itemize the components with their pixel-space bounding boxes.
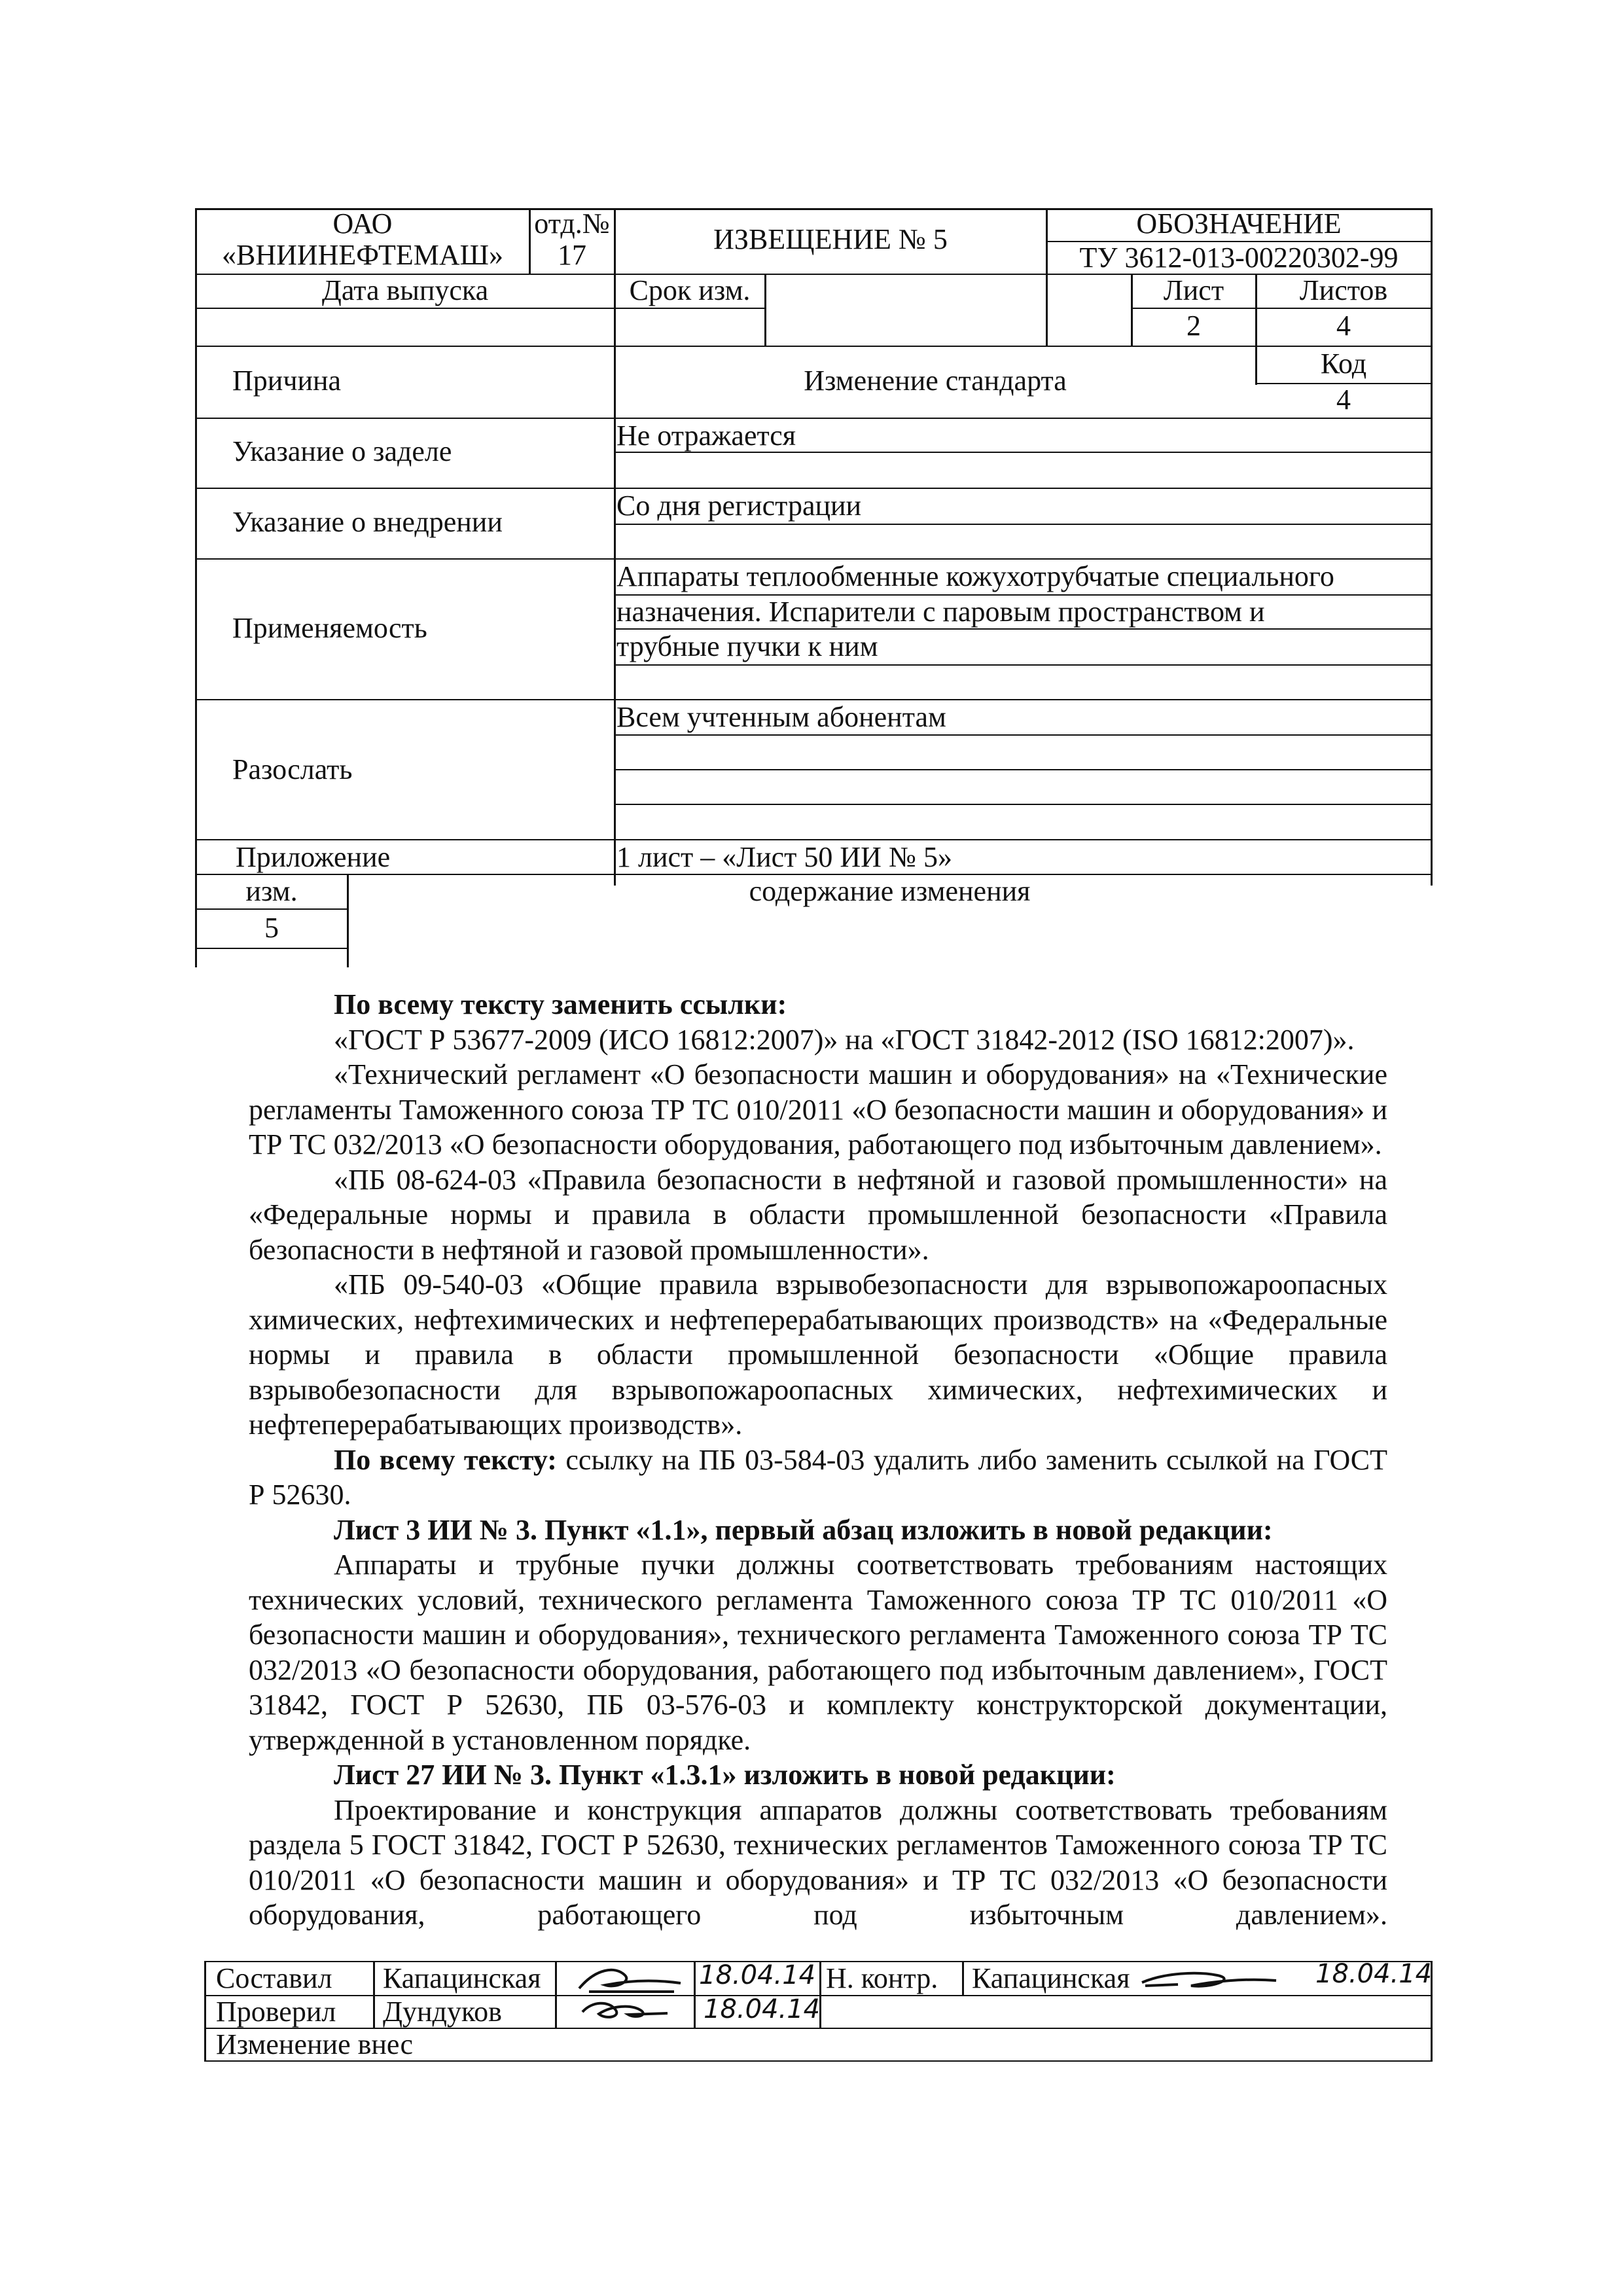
paragraph-pb-08-624: «ПБ 08-624-03 «Правила безопасности в нефтяной и газовой промышленности» на «Федеральные нормы и правила в области промышленной безопасности «Правила безопасности в нефтяной и газовой промышленности». (249, 1163, 1387, 1266)
change-content (249, 987, 1387, 1933)
change-number-label: изм. (245, 875, 298, 907)
paragraph-pb-03-584-bold: По всему тексту: (334, 1443, 557, 1476)
change-number-value: 5 (264, 912, 279, 944)
reason-value: Изменение стандарта (804, 365, 1067, 397)
notice-title: ИЗВЕЩЕНИЕ № 5 (713, 223, 948, 255)
heading-sheet-3: Лист 3 ИИ № 3. Пункт «1.1», первый абзац изложить в новой редакции: (334, 1513, 1273, 1546)
reason-label: Причина (232, 365, 342, 397)
code-label: Код (1320, 348, 1367, 380)
send-to-value: Всем учтенным абонентам (616, 701, 946, 733)
applicability-line2: назначения. Испарители с паровым пространством и (616, 596, 1265, 628)
backlog-value: Не отражается (616, 420, 796, 452)
code-value: 4 (1336, 384, 1351, 416)
compiled-date: 18.04.14 (699, 1960, 816, 1990)
issue-date-label: Дата выпуска (321, 274, 489, 306)
change-entered-label: Изменение внес (216, 2028, 414, 2060)
norm-control-name: Капацинская (972, 1962, 1130, 1994)
designation-value: ТУ 3612-013-00220302-99 (1079, 242, 1399, 274)
sheets-value: 4 (1336, 310, 1351, 342)
norm-control-label: Н. контр. (826, 1962, 938, 1994)
sheet-label: Лист (1163, 274, 1224, 306)
send-to-label: Разослать (232, 753, 353, 785)
checked-label: Проверил (216, 1996, 336, 2028)
backlog-label: Указание о заделе (232, 435, 452, 467)
dept-number: 17 (558, 239, 586, 271)
compiled-signature (576, 1962, 687, 1995)
applicability-line1: Аппараты теплообменные кожухотрубчатые специального (616, 560, 1334, 592)
attachment-value: 1 лист – «Лист 50 ИИ № 5» (616, 841, 952, 873)
change-content-label: содержание изменения (749, 875, 1031, 907)
designation-label: ОБОЗНАЧЕНИЕ (1136, 207, 1342, 240)
paragraph-clause-1-1: Аппараты и трубные пучки должны соответствовать требованиям настоящих технических условий, технического регламента Таможенного союза ТР ТС 010/2011 «О безопасности машин и оборудования», технического регламента Таможенного союза ТР ТС 032/2013 «О безопасности оборудования, работающего под избыточным давлением», ГОСТ 31842, ГОСТ Р 52630, ПБ 03-576-03 и комплекту конструкторской документации, утвержденной в установленном порядке. (249, 1549, 1387, 1756)
paragraph-clause-1-3-1: Проектирование и конструкция аппаратов должны соответствовать требованиям раздела 5 ГОСТ 31842, ГОСТ Р 52630, технических регламентов Таможенного союза ТР ТС 010/2011 «О безопасности машин и оборудования» и ТР ТС 032/2013 «О безопасности оборудования, работающего под избыточным давлением». (249, 1793, 1387, 1931)
checked-signature (579, 1998, 671, 2024)
implementation-value: Со дня регистрации (616, 490, 862, 522)
org-name-line2: «ВНИИНЕФТЕМАШ» (221, 239, 504, 271)
checked-date: 18.04.14 (704, 1994, 821, 2024)
applicability-line3: трубные пучки к ним (616, 630, 878, 662)
heading-sheet-27: Лист 27 ИИ № 3. Пункт «1.3.1» изложить в новой редакции: (334, 1759, 1116, 1791)
paragraph-tech-regulation: «Технический регламент «О безопасности машин и оборудования» на «Технические регламенты Таможенного союза ТР ТС 010/2011 «О безопасности машин и оборудования» и ТР ТС 032/2013 «О безопасности оборудования, работающего под избыточным давлением». (249, 1058, 1387, 1160)
org-name-line1: ОАО (332, 207, 393, 240)
paragraph-pb-03-584 (249, 1443, 1387, 1513)
sheet-value: 2 (1186, 310, 1201, 342)
heading-replace-references: По всему тексту заменить ссылки: (334, 988, 787, 1020)
checked-name: Дундуков (383, 1996, 502, 2028)
norm-control-date: 18.04.14 (1315, 1959, 1433, 1989)
compiled-name: Капацинская (383, 1962, 541, 1994)
sheets-label: Листов (1299, 274, 1388, 306)
applicability-label: Применяемость (232, 612, 427, 644)
paragraph-pb-03-584-text: ссылку на ПБ 03-584-03 удалить либо заменить ссылкой на ГОСТ Р 52630. (249, 1443, 1388, 1511)
paragraph-pb-09-540: «ПБ 09-540-03 «Общие правила взрывобезопасности для взрывопожароопасных химических, нефтехимических и нефтеперерабатывающих производств» на «Федеральные нормы и правила в области промышленной безопасности «Общие правила взрывобезопасности для взрывопожароопасных химических, нефтехимических и нефтеперерабатывающих производств». (249, 1268, 1387, 1441)
compiled-label: Составил (216, 1962, 332, 1994)
norm-control-signature (1139, 1966, 1283, 1995)
implementation-label: Указание о внедрении (232, 506, 503, 538)
paragraph-gost-53677: «ГОСТ Р 53677-2009 (ИСО 16812:2007)» на «ГОСТ 31842-2012 (ISO 16812:2007)». (334, 1023, 1355, 1056)
change-term-label: Срок изм. (629, 274, 751, 306)
attachment-label: Приложение (236, 841, 391, 873)
dept-label: отд.№ (534, 207, 610, 240)
